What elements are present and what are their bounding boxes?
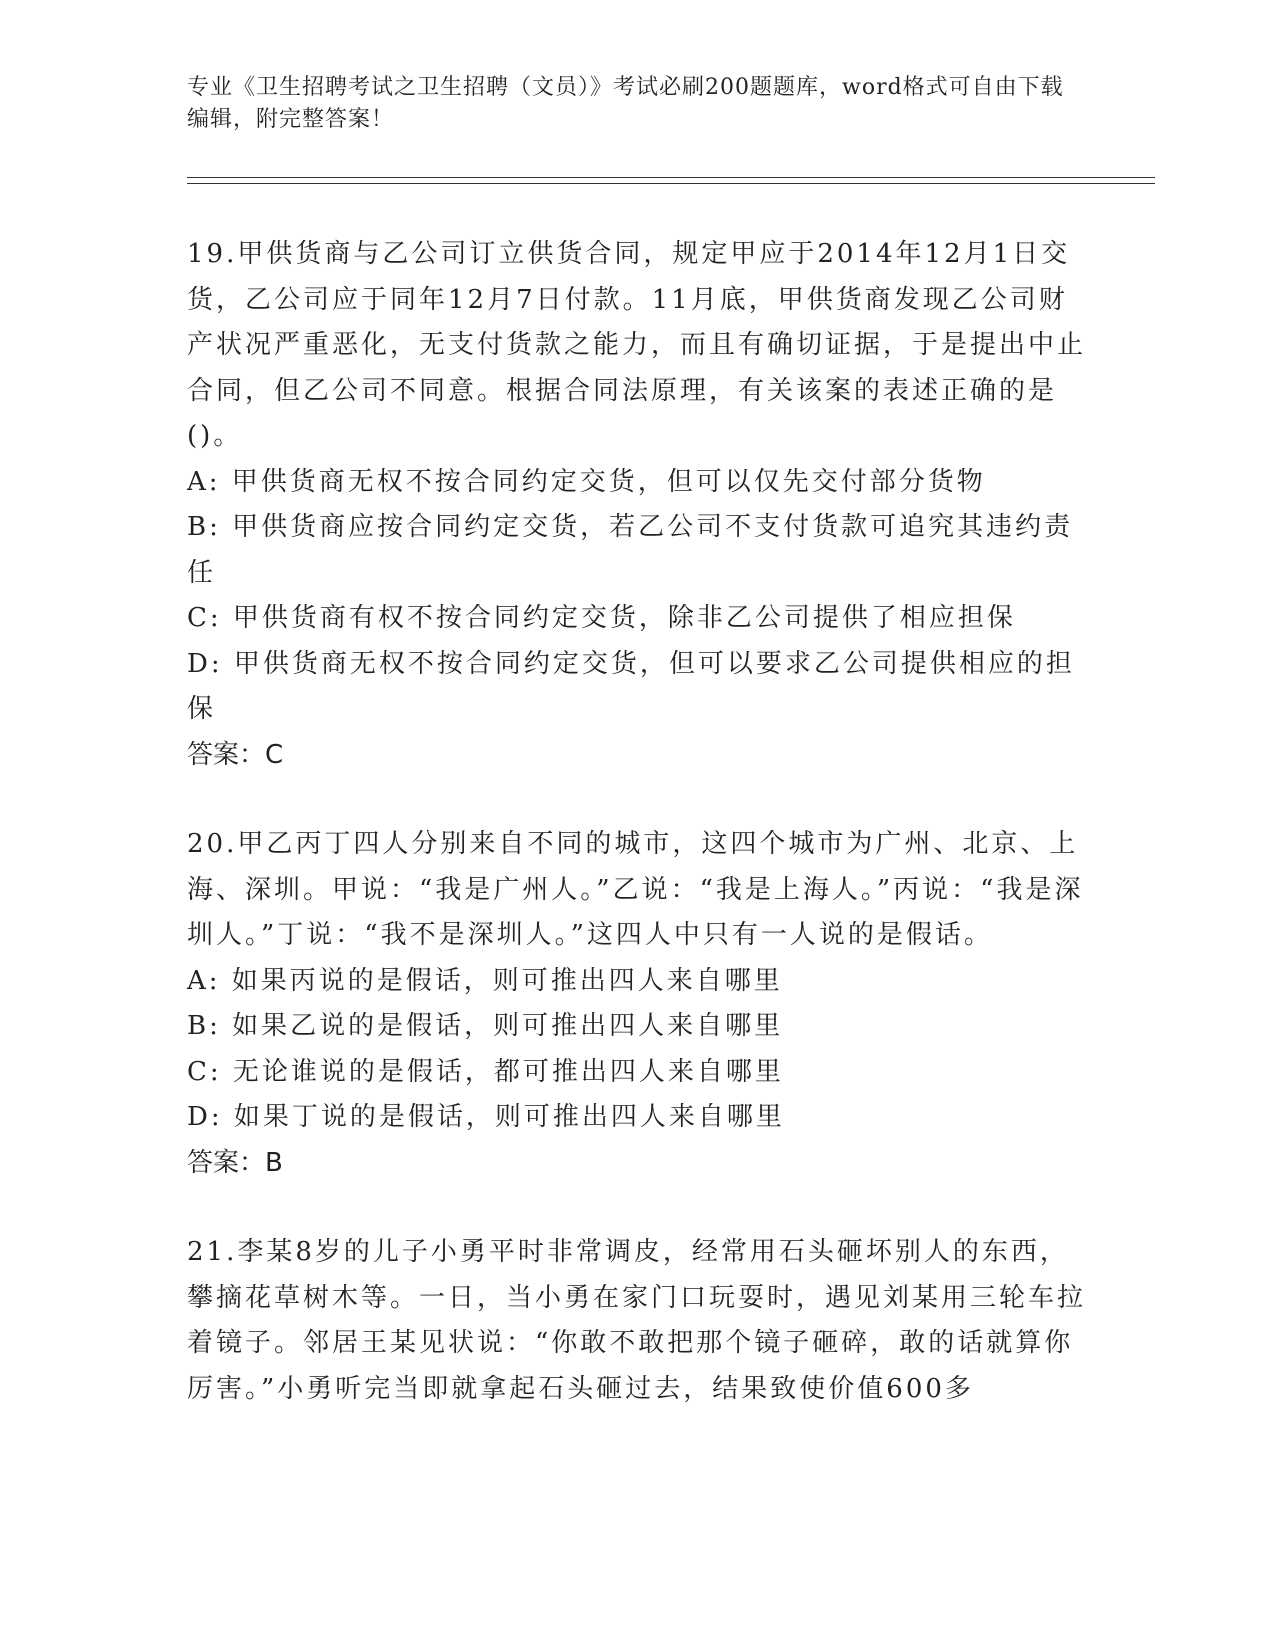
option-b: B: 甲供货商应按合同约定交货，若乙公司不支付货款可追究其违约责任 — [187, 512, 1074, 588]
answer-label: 答案：C — [187, 739, 284, 770]
header-divider-bottom — [187, 183, 1155, 184]
question-list — [187, 232, 1087, 1456]
question-19 — [187, 232, 1087, 778]
question-21 — [187, 1230, 1087, 1412]
option-c: C: 无论谁说的是假话，都可推出四人来自哪里 — [187, 1056, 784, 1087]
document-header — [187, 72, 1067, 136]
question-text: 19.甲供货商与乙公司订立供货合同，规定甲应于2014年12月1日交货，乙公司应于同年12月7日付款。11月底，甲供货商发现乙公司财产状况严重恶化，无支付货款之能力，而且有确切证据，于是提出中止合同，但乙公司不同意。根据合同法原理，有关该案的表述正确的是()。 — [187, 239, 1087, 451]
question-text: 20.甲乙丙丁四人分别来自不同的城市，这四个城市为广州、北京、上海、深圳。甲说：“我是广州人。”乙说：“我是上海人。”丙说：“我是深圳人。”丁说：“我不是深圳人。”这四人中只有一人说的是假话。 — [187, 829, 1084, 950]
question-text: 21.李某8岁的儿子小勇平时非常调皮，经常用石头砸坏别人的东西，攀摘花草树木等。一日，当小勇在家门口玩耍时，遇见刘某用三轮车拉着镜子。邻居王某见状说：“你敢不敢把那个镜子砸碎，敢的话就算你厉害。”小勇听完当即就拿起石头砸过去，结果致使价值600多 — [187, 1237, 1087, 1404]
header-title: 专业《卫生招聘考试之卫生招聘（文员）》考试必刷200题题库，word格式可自由下载编辑，附完整答案！ — [187, 75, 1064, 132]
option-d: D: 如果丁说的是假话，则可推出四人来自哪里 — [187, 1102, 785, 1132]
option-d: D: 甲供货商无权不按合同约定交货，但可以要求乙公司提供相应的担保 — [187, 648, 1075, 724]
option-c: C: 甲供货商有权不按合同约定交货，除非乙公司提供了相应担保 — [187, 603, 1016, 633]
option-a: A: 如果丙说的是假话，则可推出四人来自哪里 — [187, 965, 783, 996]
header-divider-top — [187, 177, 1155, 178]
answer-label: 答案：B — [187, 1147, 283, 1178]
option-b: B: 如果乙说的是假话，则可推出四人来自哪里 — [187, 1011, 784, 1041]
question-20 — [187, 822, 1087, 1186]
option-a: A: 甲供货商无权不按合同约定交货，但可以仅先交付部分货物 — [187, 466, 986, 497]
